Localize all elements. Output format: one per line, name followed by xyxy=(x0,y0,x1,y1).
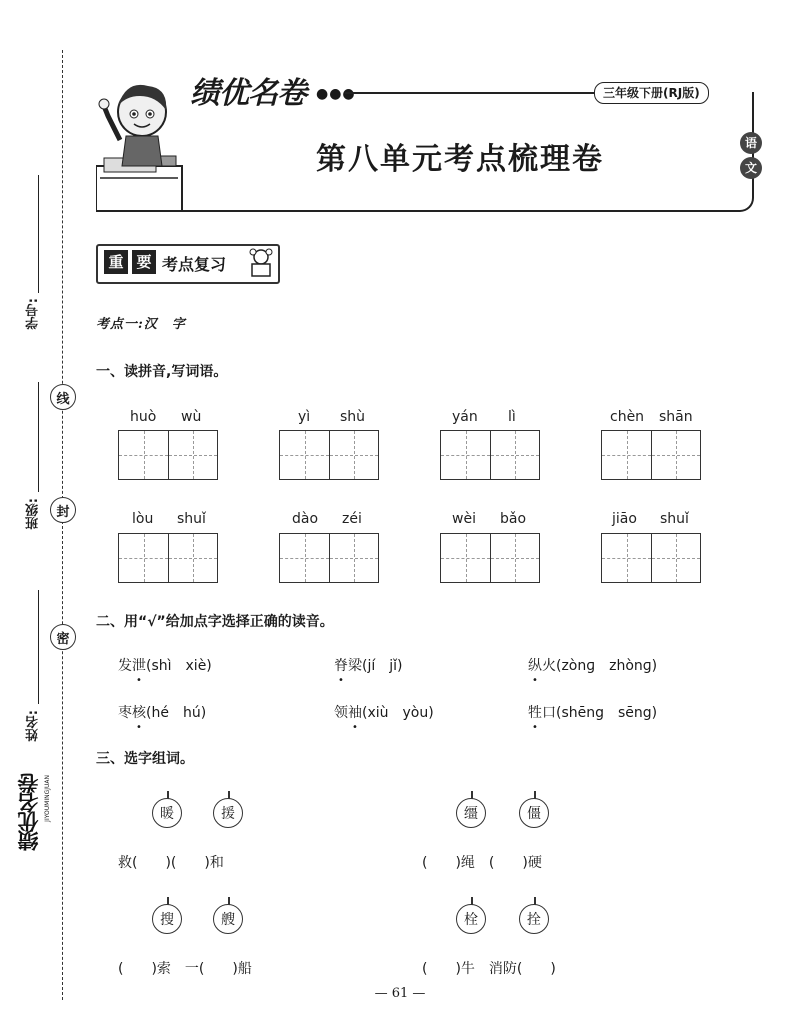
writing-grid[interactable] xyxy=(601,430,701,480)
pinyin-1-2b: shù xyxy=(340,409,366,425)
side-brand-text: 绩优名卷 xyxy=(17,775,41,851)
pinyin-1-3b: lì xyxy=(508,409,516,425)
pinyin-2-1b: shuǐ xyxy=(177,511,206,527)
side-brand-small: JIYOUMINGJUAN xyxy=(44,775,51,822)
pinyin-1-3a: yán xyxy=(452,409,478,425)
side-brand-logo xyxy=(14,775,52,885)
pinyin-2-2a: dào xyxy=(292,511,319,527)
item-char-a: 发 xyxy=(118,658,132,674)
apple-char: 暖 xyxy=(152,798,182,828)
grade-tag: 三年级下册(RJ版) xyxy=(594,82,709,104)
student-number-label: 学号: xyxy=(26,298,41,330)
seal-seal: 封 xyxy=(50,497,76,523)
apple-char: 搜 xyxy=(152,904,182,934)
reading-item xyxy=(334,702,434,722)
question-three-title: 三、选字组词。 xyxy=(96,751,194,767)
name-line xyxy=(38,590,39,704)
class-label: 班级: xyxy=(26,498,41,530)
page-number: — 61 — xyxy=(374,986,426,1001)
fill-blank-line[interactable]: ( )索 一( )船 xyxy=(118,961,252,977)
reading-item xyxy=(334,655,402,675)
apple-char: 拴 xyxy=(519,904,549,934)
pinyin-1-4a: chèn xyxy=(610,409,645,425)
class-line xyxy=(38,382,39,492)
item-char-b-dotted: 泄 xyxy=(132,658,146,674)
seal-line: 线 xyxy=(50,384,76,410)
apple-char: 艘 xyxy=(213,904,243,934)
writing-grid[interactable] xyxy=(601,533,701,583)
section-badge xyxy=(96,244,280,284)
item-char-b: 口 xyxy=(542,705,556,721)
item-char-b: 火 xyxy=(542,658,556,674)
item-readings[interactable]: (xiù yòu) xyxy=(362,705,434,721)
item-char-a-dotted: 纵 xyxy=(528,658,542,674)
fill-blank-line[interactable]: ( )牛 消防( ) xyxy=(422,961,556,977)
apple-char: 援 xyxy=(213,798,243,828)
apple-char: 僵 xyxy=(519,798,549,828)
reading-item xyxy=(528,655,657,675)
item-readings[interactable]: (jí jǐ) xyxy=(362,658,403,674)
pinyin-2-4b: shuǐ xyxy=(660,511,689,527)
apple-char: 缰 xyxy=(456,798,486,828)
reading-item xyxy=(118,655,212,675)
writing-grid[interactable] xyxy=(440,533,540,583)
writing-grid[interactable] xyxy=(279,430,379,480)
item-char-a: 领 xyxy=(334,705,348,721)
page-title: 第八单元考点梳理卷 xyxy=(316,142,604,177)
name-label: 姓名: xyxy=(26,710,41,742)
subject-char-2: 文 xyxy=(740,157,762,179)
writing-grid[interactable] xyxy=(118,430,218,480)
section-badge-box-1: 重 xyxy=(104,250,128,274)
item-char-b: 梁 xyxy=(348,658,362,674)
pinyin-2-4a: jiāo xyxy=(612,511,637,527)
writing-grid[interactable] xyxy=(118,533,218,583)
item-char-b-dotted: 核 xyxy=(132,705,146,721)
writing-grid[interactable] xyxy=(279,533,379,583)
item-readings[interactable]: (hé hú) xyxy=(146,705,207,721)
pinyin-1-1b: wù xyxy=(181,409,202,425)
brand-logo: 绩优名卷 xyxy=(190,76,306,111)
subject-badge xyxy=(740,132,764,182)
item-char-b-dotted: 袖 xyxy=(348,705,362,721)
subject-char-1: 语 xyxy=(740,132,762,154)
item-char-a-dotted: 脊 xyxy=(334,658,348,674)
item-char-a-dotted: 牲 xyxy=(528,705,542,721)
fill-blank-line[interactable]: 救( )( )和 xyxy=(118,855,224,871)
item-readings[interactable]: (zònɡ zhònɡ) xyxy=(556,658,658,674)
reading-item xyxy=(118,702,206,722)
point-one-title: 考点一:汉 字 xyxy=(96,317,186,332)
pinyin-2-2b: zéi xyxy=(342,511,362,527)
pinyin-2-1a: lòu xyxy=(132,511,154,527)
brand-dots: ●●● xyxy=(316,86,356,102)
girl-icon xyxy=(248,248,274,278)
item-readings[interactable]: (shì xiè) xyxy=(146,658,212,674)
question-one-title: 一、读拼音,写词语。 xyxy=(96,364,228,380)
pinyin-2-3b: bǎo xyxy=(500,511,527,527)
section-badge-box-2: 要 xyxy=(132,250,156,274)
pinyin-1-1a: huò xyxy=(130,409,157,425)
writing-grid[interactable] xyxy=(440,430,540,480)
pinyin-2-3a: wèi xyxy=(452,511,476,527)
pinyin-1-2a: yì xyxy=(298,409,311,425)
item-readings[interactable]: (shēng sēng) xyxy=(556,705,658,721)
binding-dashed-line xyxy=(62,50,63,1000)
apple-char: 栓 xyxy=(456,904,486,934)
item-char-a: 枣 xyxy=(118,705,132,721)
pinyin-1-4b: shān xyxy=(659,409,693,425)
seal-secret: 密 xyxy=(50,624,76,650)
reading-item xyxy=(528,702,657,722)
section-badge-label: 考点复习 xyxy=(162,255,227,274)
fill-blank-line[interactable]: ( )绳 ( )硬 xyxy=(422,855,542,871)
student-number-line xyxy=(38,175,39,293)
question-two-title: 二、用“√”给加点字选择正确的读音。 xyxy=(96,614,334,630)
